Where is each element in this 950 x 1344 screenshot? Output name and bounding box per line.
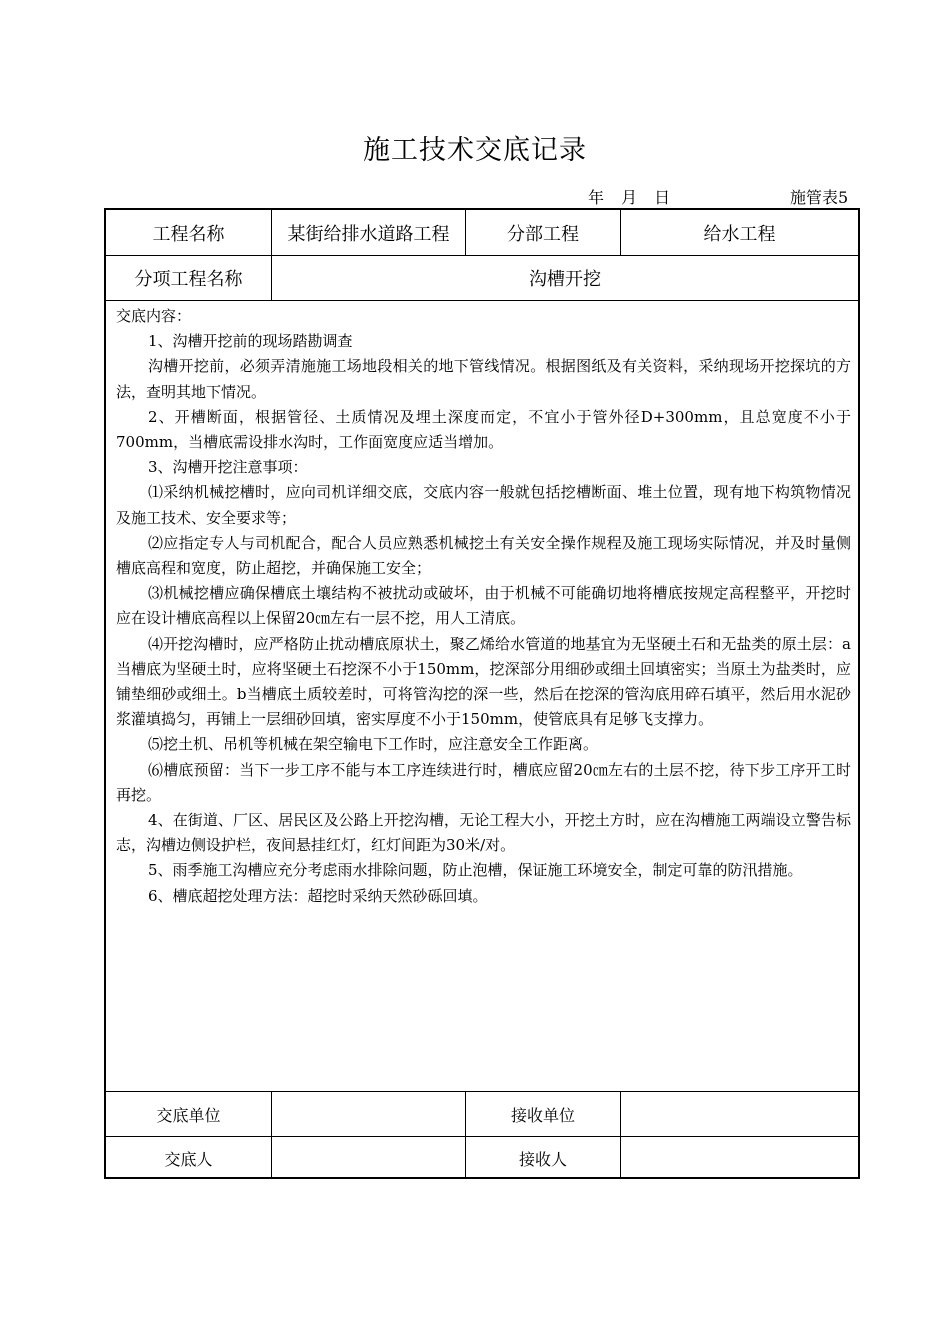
content-label: 交底内容： — [116, 307, 192, 325]
date-line: 年 月 日 — [588, 188, 671, 207]
handover-person-field[interactable] — [272, 1137, 465, 1179]
item-name-value: 沟槽开挖 — [529, 269, 601, 290]
handover-unit-label: 交底单位 — [156, 1105, 221, 1125]
content-paragraph: ⑶机械挖槽应确保槽底土壤结构不被扰动或破坏，由于机械不可能确切地将槽底按规定高程整平，开挖时应在设计槽底高程以上保留20㎝左右一层不挖，用人工清底。 — [116, 584, 851, 628]
content-paragraph: 4、在街道、厂区、居民区及公路上开挖沟槽，无论工程大小，开挖土方时，应在沟槽施工两端设立警告标志，沟槽边侧设护栏，夜间悬挂红灯，红灯间距为30米/对。 — [116, 811, 851, 855]
handover-content — [116, 304, 851, 909]
content-paragraph: 沟槽开挖前，必须弄清施施工场地段相关的地下管线情况。根据图纸及有关资料，采纳现场开挖探坑的方法，查明其地下情况。 — [116, 357, 851, 401]
item-name-label: 分项工程名称 — [134, 269, 243, 290]
content-paragraph: 2、开槽断面，根据管径、土质情况及埋土深度而定，不宜小于管外径D+300mm，且总宽度不小于700mm，当槽底需设排水沟时，工作面宽度应适当增加。 — [116, 407, 851, 452]
receiving-unit-label: 接收单位 — [510, 1105, 575, 1125]
handover-person-label: 交底人 — [164, 1149, 213, 1169]
receiving-unit-field[interactable] — [621, 1092, 858, 1136]
division-label: 分部工程 — [507, 223, 579, 245]
content-paragraph: ⑷开挖沟槽时，应严格防止扰动槽底原状土，聚乙烯给水管道的地基宜为无坚硬土石和无盐类的原土层：a当槽底为坚硬土时，应将坚硬土石挖深不小于150mm，挖深部分用细砂或细土回填密实；当原土为盐类时，应铺垫细砂或细土。b当槽底土质较差时，可将管沟挖的深一些，然后在挖深的管沟底用碎石填平，然后用水泥砂浆灌填捣匀，再铺上一层细砂回填，密实厚度不小于150mm，使管底具有足够飞支撑力。 — [116, 634, 851, 729]
division-value: 给水工程 — [703, 223, 776, 245]
document-title: 施工技术交底记录 — [363, 135, 587, 166]
content-paragraph: 6、槽底超挖处理方法：超挖时采纳天然砂砾回填。 — [148, 886, 488, 905]
record-table — [104, 208, 860, 1179]
content-paragraph: 1、沟槽开挖前的现场踏勘调查 — [148, 332, 353, 351]
content-paragraph: 3、沟槽开挖注意事项： — [148, 458, 308, 477]
project-name-label: 工程名称 — [152, 223, 225, 245]
content-paragraph: ⑵应指定专人与司机配合，配合人员应熟悉机械挖土有关安全操作规程及施工现场实际情况，并及时量侧槽底高程和宽度，防止超挖，并确保施工安全； — [116, 533, 851, 578]
content-paragraph: ⑹槽底预留：当下一步工序不能与本工序连续进行时，槽底应留20㎝左右的土层不挖，待下步工序开工时再挖。 — [116, 760, 851, 804]
row-divider — [106, 300, 858, 301]
receiver-label: 接收人 — [518, 1149, 567, 1169]
handover-unit-field[interactable] — [272, 1092, 465, 1136]
project-name-value: 某街给排水道路工程 — [287, 223, 450, 245]
content-paragraph: 5、雨季施工沟槽应充分考虑雨水排除问题，防止泡槽，保证施工环境安全，制定可靠的防汛措施。 — [148, 861, 803, 880]
content-paragraph: ⑴采纳机械挖槽时，应向司机详细交底，交底内容一般就包括挖槽断面、堆土位置，现有地下构筑物情况及施工技术、安全要求等； — [116, 483, 851, 527]
content-paragraph: ⑸挖土机、吊机等机械在架空输电下工作时，应注意安全工作距离。 — [148, 735, 599, 754]
form-number: 施管表5 — [790, 188, 849, 207]
receiver-field[interactable] — [621, 1137, 858, 1179]
